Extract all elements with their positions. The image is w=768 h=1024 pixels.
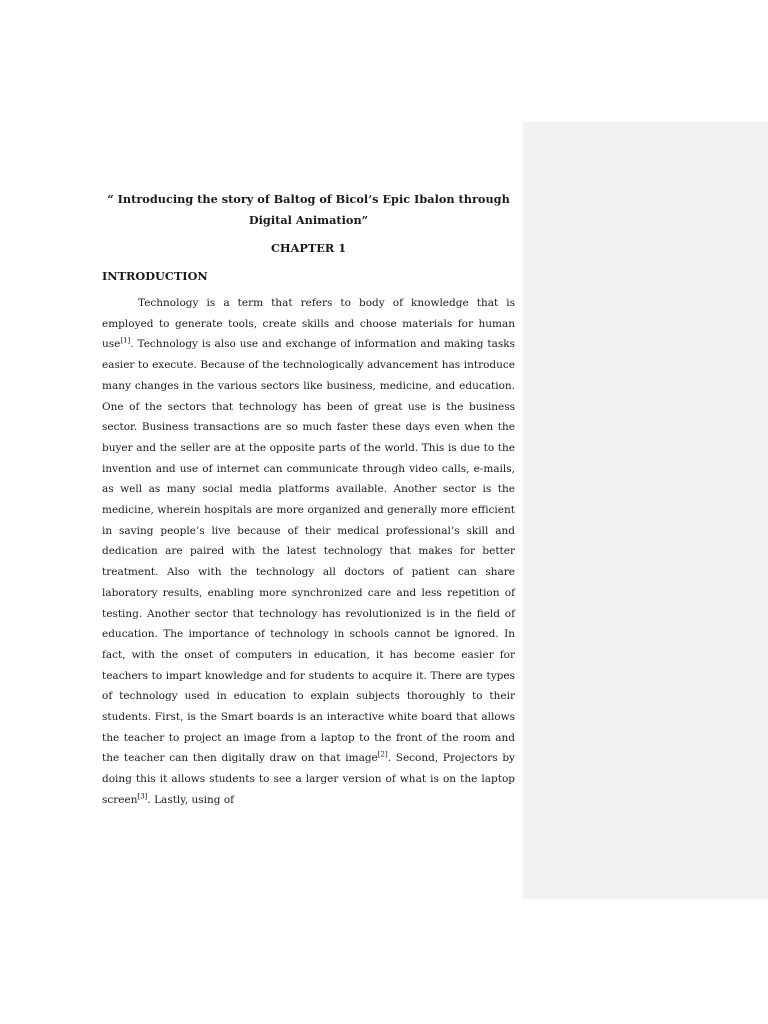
section-heading: INTRODUCTION: [102, 269, 208, 283]
footnote-ref-2: [2]: [377, 750, 388, 759]
document-page: [102, 189, 515, 811]
paragraph-text: . Lastly, using of: [147, 793, 235, 806]
body-paragraph: [102, 293, 515, 811]
chapter-heading: CHAPTER 1: [270, 241, 347, 255]
paragraph-text: . Technology is also use and exchange of information and making tasks easier to execute. Because of the technologically advancement has introduce many changes in the various sectors like business, medicine, and education. One of the sectors that technology has been of great use is the business sector. Business transactions are so much faster these days even when the buyer and the seller are at the opposite parts of the world. This is due to the invention and use of internet can communicate through video calls, e-mails, as well as many social media platforms available. Another sector is the medicine, wherein hospitals are more organized and generally more efficient in saving people’s live because of their medical professional’s skill and dedication are paired with the latest technology that makes for better treatment. Also with the technology all doctors of patient can share laboratory results, enabling more synchronized care and less repetition of testing. Another sector that technology has revolutionized is in the field of education. The importance of technology in schools cannot be ignored. In fact, with the onset of computers in education, it has become easier for teachers to impart knowledge and for students to acquire it. There are types of technology used in education to explain subjects thoroughly to their students. First, is the Smart boards is an interactive white board that allows the teacher to project an image from a laptop to the front of the room and the teacher can then digitally draw on that image: [102, 338, 515, 765]
paragraph-text: Technology is a term that refers to body of knowledge that is employed to generate tools, create skills and choose materials for human use: [102, 297, 515, 351]
footnote-ref-1: [1]: [120, 336, 131, 345]
paragraph-text: . Second, Projectors by doing this it allows students to see a larger version of what is on the laptop screen: [102, 752, 515, 806]
footnote-ref-3: [3]: [137, 792, 148, 801]
comment-pane: [523, 122, 768, 899]
document-title: “ Introducing the story of Baltog of Bicol’s Epic Ibalon through Digital Animation”: [107, 192, 510, 227]
